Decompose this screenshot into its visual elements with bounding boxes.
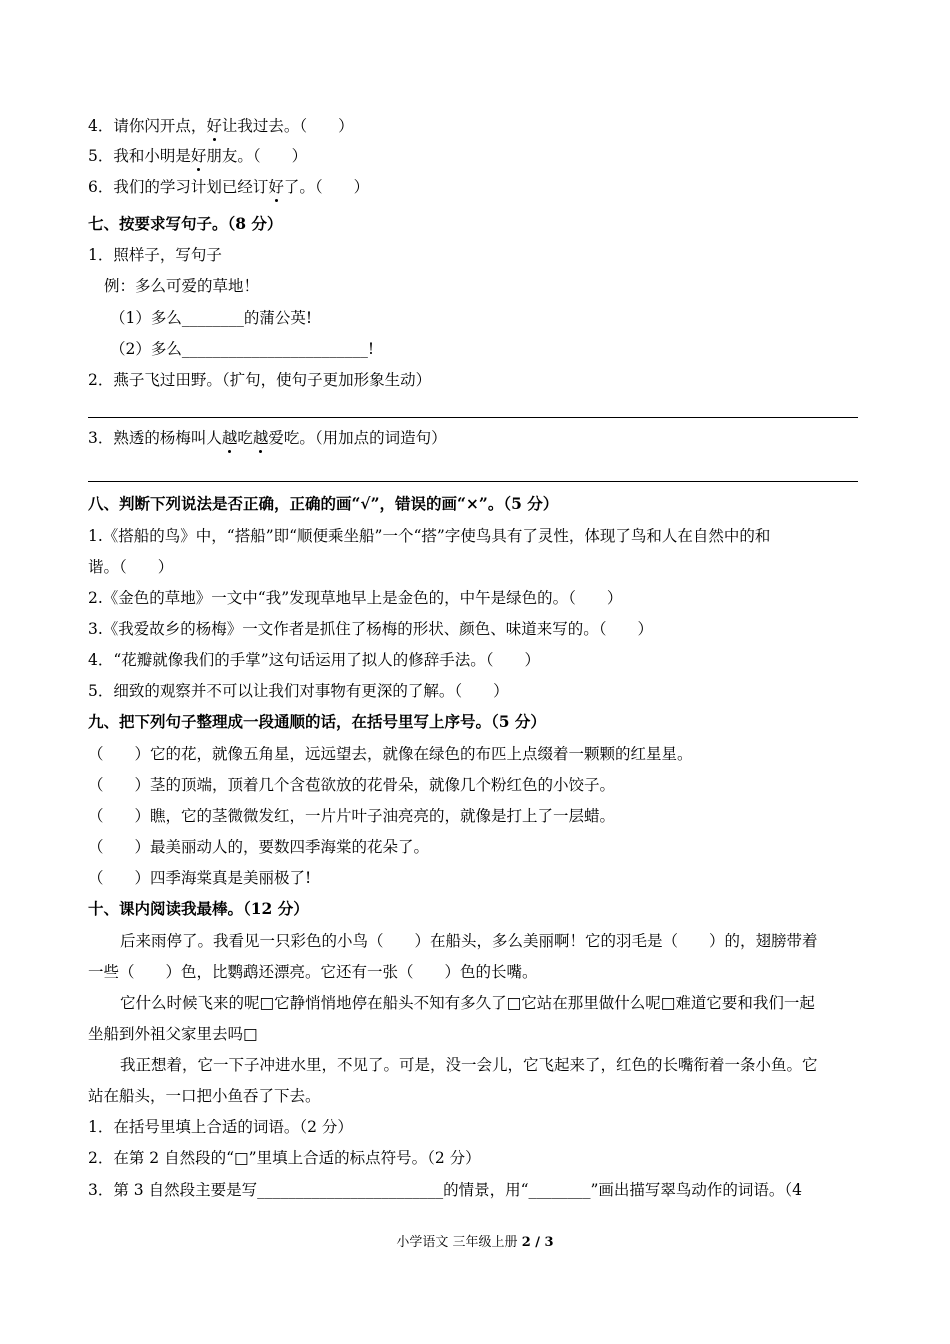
section-9-title: 九、把下列句子整理成一段通顺的话，在括号里写上序号。（5 分） — [88, 712, 546, 731]
s7-example: 例：多么可爱的草地！ — [104, 277, 260, 295]
emphasis-dot-char: 好 — [206, 117, 222, 135]
s9-item-5: （ ）四季海棠真是美丽极了! — [88, 869, 312, 887]
section-10-title: 十、课内阅读我最棒。（12 分） — [88, 899, 309, 918]
s9-item-3: （ ）瞧，它的茎微微发红，一片片叶子油亮亮的，就像是打上了一层蜡。 — [88, 807, 616, 825]
emphasis-dot-char: 越 — [221, 429, 238, 447]
s8-item-1-line-1: 1.《搭船的鸟》中，“搭船”即“顺便乘坐船”一个“搭”字使鸟具有了灵性，体现了鸟和人在自然中的和 — [88, 527, 771, 545]
passage-p1-line-1: 后来雨停了。我看见一只彩色的小鸟（ ）在船头，多么美丽啊！它的羽毛是（ ）的，翅膀带着 — [120, 932, 818, 950]
s7-answer-2: （2）多么________________________! — [110, 340, 375, 358]
emphasis-dot-char: 好 — [190, 147, 207, 165]
page-footer: 小学语文 三年级上册 2 / 3 — [396, 1235, 554, 1250]
emphasis-dot-char: 好 — [268, 178, 284, 196]
answer-line — [88, 417, 858, 418]
s9-item-1: （ ）它的花，就像五角星，远远望去，就像在绿色的布匹上点缀着一颗颗的红星星。 — [88, 745, 693, 763]
emphasis-dot-char: 越 — [252, 429, 269, 447]
s7-q2: 2．燕子飞过田野。（扩句，使句子更加形象生动） — [88, 371, 432, 389]
s8-item-1-line-2: 谐。（ ） — [88, 558, 174, 576]
s9-item-2: （ ）茎的顶端，顶着几个含苞欲放的花骨朵，就像几个粉红色的小饺子。 — [88, 776, 616, 794]
s7-answer-1: （1）多么________的蒲公英! — [110, 309, 313, 327]
s10-q2: 2．在第 2 自然段的“□”里填上合适的标点符号。（2 分） — [88, 1149, 481, 1167]
section-7-title: 七、按要求写句子。（8 分） — [88, 214, 283, 233]
s10-q1: 1．在括号里填上合适的词语。（2 分） — [88, 1118, 353, 1136]
q6-item-4: 4．请你闪开点，好让我过去。（ ） — [88, 117, 354, 135]
section-8-title: 八、判断下列说法是否正确，正确的画“√”，错误的画“×”。（5 分） — [88, 494, 559, 513]
s7-q3: 3．熟透的杨梅叫人越吃越爱吃。（用加点的词造句） — [88, 429, 447, 447]
s9-item-4: （ ）最美丽动人的，要数四季海棠的花朵了。 — [88, 838, 430, 856]
answer-line — [88, 481, 858, 482]
passage-p2-line-2: 坐船到外祖父家里去吗□ — [88, 1025, 258, 1043]
s8-item-2: 2.《金色的草地》一文中“我”发现草地早上是金色的，中午是绿色的。（ ） — [88, 589, 623, 607]
s8-item-3: 3.《我爱故乡的杨梅》一文作者是抓住了杨梅的形状、颜色、味道来写的。（ ） — [88, 620, 654, 638]
s8-item-4: 4．“花瓣就像我们的手掌”这句话运用了拟人的修辞手法。（ ） — [88, 651, 540, 669]
q6-item-6: 6．我们的学习计划已经订好了。（ ） — [88, 178, 370, 196]
s8-item-5: 5．细致的观察并不可以让我们对事物有更深的了解。（ ） — [88, 682, 509, 700]
passage-p1-line-2: 一些（ ）色，比鹦鹉还漂亮。它还有一张（ ）色的长嘴。 — [88, 963, 538, 981]
passage-p3-line-1: 我正想着，它一下子冲进水里，不见了。可是，没一会儿，它飞起来了，红色的长嘴衔着一条小鱼。它 — [120, 1056, 818, 1074]
passage-p2-line-1: 它什么时候飞来的呢□它静悄悄地停在船头不知有多久了□它站在那里做什么呢□难道它要和我们一起 — [120, 994, 815, 1012]
passage-p3-line-2: 站在船头，一口把小鱼吞了下去。 — [88, 1087, 321, 1105]
q6-item-5: 5．我和小明是好朋友。（ ） — [88, 147, 308, 165]
page-number: 2 / 3 — [521, 1235, 554, 1250]
s10-q3: 3．第 3 自然段主要是写________________________的情景，用“________”画出描写翠鸟动作的词语。（4 — [88, 1181, 803, 1199]
s7-q1: 1．照样子，写句子 — [88, 246, 222, 264]
